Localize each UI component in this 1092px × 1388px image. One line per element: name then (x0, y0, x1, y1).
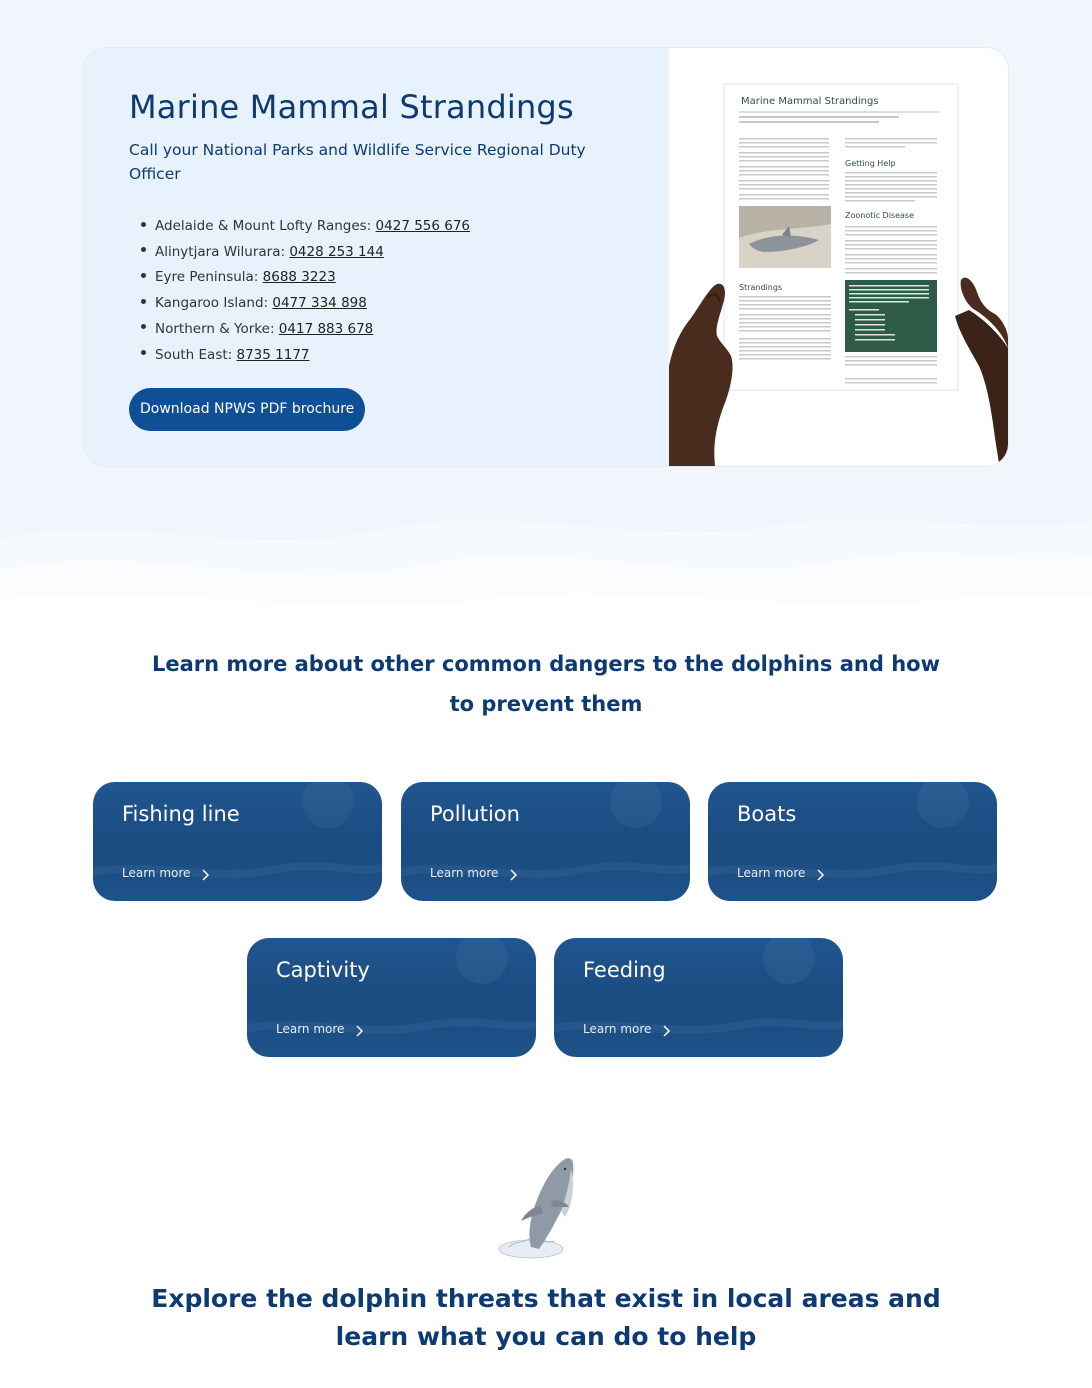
tile-title: Feeding (583, 958, 666, 982)
chevron-right-icon (662, 1024, 672, 1038)
tile-feeding[interactable] (554, 938, 843, 1057)
chevron-right-icon (509, 868, 519, 882)
learn-more-link[interactable]: Learn more (276, 1022, 345, 1036)
download-brochure-button[interactable]: Download NPWS PDF brochure (129, 388, 365, 431)
bullet-icon (141, 222, 146, 227)
chevron-right-icon (816, 868, 826, 882)
brochure-title: Marine Mammal Strandings (741, 96, 879, 107)
tile-captivity[interactable] (247, 938, 536, 1057)
strandings-card (84, 48, 1008, 466)
strandings-title: Marine Mammal Strandings (129, 88, 574, 126)
tile-texture (93, 782, 382, 901)
learn-more-link[interactable]: Learn more (583, 1022, 652, 1036)
contacts-list (141, 214, 669, 368)
contact-item (141, 265, 669, 291)
strandings-subtitle: Call your National Parks and Wildlife Service Regional Duty Officer (129, 141, 586, 183)
phone-link[interactable]: 0477 334 898 (272, 295, 367, 312)
tile-fishing-line[interactable] (93, 782, 382, 901)
contact-region: Eyre Peninsula: (155, 269, 259, 286)
explore-heading: Explore the dolphin threats that exist in local areas and learn what you can do to help (151, 1284, 941, 1351)
tile-texture (554, 938, 843, 1057)
contact-item (141, 240, 669, 266)
phone-link[interactable]: 0417 883 678 (278, 320, 374, 337)
contact-region: Kangaroo Island: (155, 295, 269, 312)
contact-item (141, 214, 669, 240)
contact-region: Adelaide & Mount Lofty Ranges: (155, 218, 372, 234)
brochure-in-hands-illustration (669, 48, 1008, 466)
contact-region: Alinytjara Wilurara: (155, 243, 286, 260)
contact-item (141, 291, 669, 317)
bullet-icon (141, 299, 146, 304)
brochure-heading-zoonotic: Zoonotic Disease (845, 211, 914, 220)
tile-title: Pollution (430, 802, 520, 826)
tile-boats[interactable] (708, 782, 997, 901)
brochure-heading-getting-help: Getting Help (845, 159, 896, 168)
tile-texture (247, 938, 536, 1057)
phone-link[interactable]: 8688 3223 (262, 269, 336, 286)
phone-link[interactable]: 0427 556 676 (375, 218, 471, 234)
tile-title: Boats (737, 802, 797, 826)
brochure-image (669, 48, 1008, 466)
bullet-icon (141, 273, 146, 278)
contact-region: South East: (155, 346, 233, 363)
phone-link[interactable]: 8735 1177 (236, 346, 310, 363)
learn-more-link[interactable]: Learn more (122, 866, 191, 880)
brochure-heading-strandings: Strandings (739, 283, 783, 292)
contact-item (141, 317, 669, 343)
bullet-icon (141, 247, 146, 252)
tile-title: Captivity (276, 958, 370, 982)
dolphin-icon (495, 1155, 595, 1265)
contact-item (141, 343, 669, 369)
bullet-icon (141, 350, 146, 355)
tile-pollution[interactable] (401, 782, 690, 901)
strandings-info (84, 48, 669, 466)
tile-title: Fishing line (122, 802, 240, 826)
contact-region: Northern & Yorke: (155, 320, 275, 337)
wave-divider (0, 500, 1092, 630)
phone-link[interactable]: 0428 253 144 (289, 243, 384, 260)
tile-texture (708, 782, 997, 901)
chevron-right-icon (355, 1024, 365, 1038)
learn-more-link[interactable]: Learn more (430, 866, 499, 880)
tile-texture (401, 782, 690, 901)
dangers-heading: Learn more about other common dangers to the dolphins and how to prevent them (152, 652, 940, 716)
chevron-right-icon (201, 868, 211, 882)
bullet-icon (141, 324, 146, 329)
learn-more-link[interactable]: Learn more (737, 866, 806, 880)
